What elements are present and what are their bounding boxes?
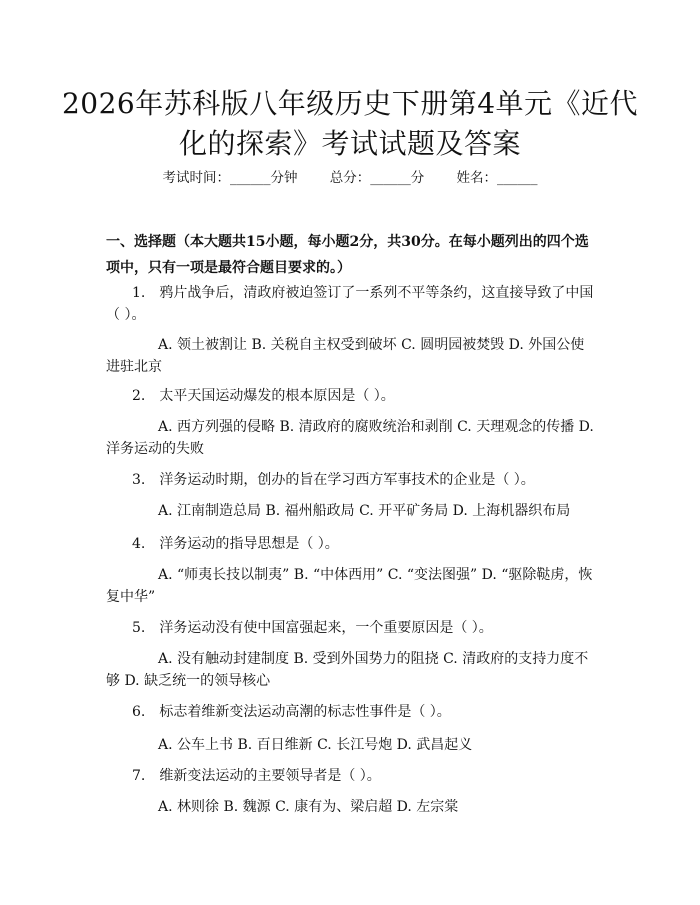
question-3-stem: 3. 洋务运动时期，创办的旨在学习西方军事技术的企业是（ ）。 [132,472,535,488]
question-6-options: A. 公车上书 B. 百日维新 C. 长江号炮 D. 武昌起义 [158,737,473,753]
question-1-stem: 1. 鸦片战争后，清政府被迫签订了一系列不平等条约，这直接导致了中国（ ）。 [106,285,594,323]
question-3-options: A. 江南制造总局 B. 福州船政局 C. 开平矿务局 D. 上海机器织布局 [158,503,571,519]
name-field: 姓名：______ [456,170,538,186]
question-2-stem: 2. 太平天国运动爆发的根本原因是（ ）。 [132,388,395,404]
question-4-options: A. “师夷长技以制夷” B. “中体西用” C. “变法图强” D. “驱除鞑虏，恢复中华” [106,567,593,605]
question-6-stem: 6. 标志着维新变法运动高潮的标志性事件是（ ）。 [132,704,451,720]
exam-time-field: 考试时间：______分钟 [162,170,298,186]
question-2-options: A. 西方列强的侵略 B. 清政府的腐败统治和剥削 C. 天理观念的传播 D. 洋务运动的失败 [106,419,594,457]
question-7-options: A. 林则徐 B. 魏源 C. 康有为、梁启超 D. 左宗棠 [158,799,459,815]
question-4-stem: 4. 洋务运动的指导思想是（ ）。 [132,536,339,552]
question-1-options: A. 领土被割让 B. 关税自主权受到破坏 C. 圆明园被焚毁 D. 外国公使进驻北京 [106,337,585,375]
question-5-options: A. 没有触动封建制度 B. 受到外国势力的阻挠 C. 清政府的支持力度不够 D. 缺乏统一的领导核心 [106,651,589,689]
question-7-stem: 7. 维新变法运动的主要领导者是（ ）。 [132,768,381,784]
question-5-stem: 5. 洋务运动没有使中国富强起来，一个重要原因是（ ）。 [132,620,493,636]
document-title: 2026年苏科版八年级历史下册第4单元《近代化的探索》考试试题及答案 [61,87,639,160]
section-heading: 一、选择题（本大题共15小题，每小题2分，共30分。在每小题列出的四个选项中，只有一项是最符合题目要求的。） [106,234,589,276]
exam-info-line [0,168,700,188]
total-score-field: 总分：______分 [329,170,425,186]
